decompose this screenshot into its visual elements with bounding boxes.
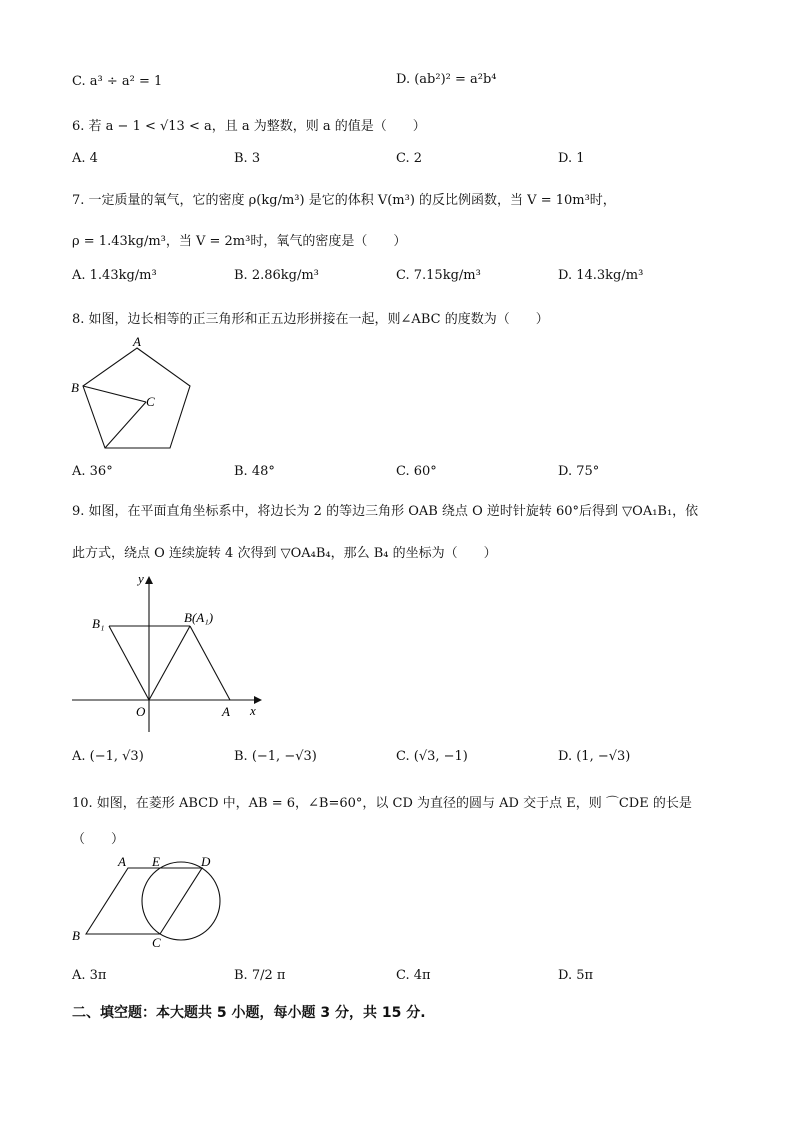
q10-label-c: C	[152, 935, 161, 950]
q5-option-d: D. (ab²)² = a²b⁴	[396, 72, 497, 87]
q10-label-a: A	[118, 854, 126, 869]
q10-label-d: D	[201, 854, 211, 869]
segment-b1-o	[109, 626, 149, 700]
q7-option-b: B. 2.86kg/m³	[234, 268, 319, 283]
q9-label-y: y	[138, 571, 144, 586]
q8-figure-pentagon-triangle	[68, 334, 198, 456]
q10-stem-line2: （ ）	[72, 832, 125, 847]
q8-label-a: A	[133, 334, 141, 349]
q7-option-d: D. 14.3kg/m³	[558, 268, 644, 283]
q6-option-b: B. 3	[234, 151, 261, 166]
q9-figure-coordinate-plane	[70, 566, 270, 736]
q9-option-b: B. (−1, −√3)	[234, 749, 317, 764]
y-axis-arrow-icon	[145, 576, 153, 584]
q10-option-d: D. 5π	[558, 968, 594, 983]
segment-b-a	[190, 626, 230, 700]
q9-label-a: A	[222, 704, 230, 719]
q6-option-c: C. 2	[396, 151, 423, 166]
q7-stem-line2: ρ = 1.43kg/m³，当 V = 2m³时，氧气的密度是（ ）	[72, 234, 407, 249]
q10-option-a: A. 3π	[72, 968, 107, 983]
q6-stem: 6. 若 a − 1 < √13 < a，且 a 为整数，则 a 的值是（ ）	[72, 119, 426, 134]
segment-c-corner	[105, 402, 146, 448]
rhombus-abcd	[86, 868, 202, 934]
q9-label-x: x	[250, 703, 256, 718]
q10-figure-rhombus-circle	[66, 850, 256, 950]
q9-label-b1: B₁	[92, 616, 105, 631]
q9-label-o: O	[136, 704, 146, 719]
segment-bc	[83, 386, 146, 402]
q6-option-a: A. 4	[72, 151, 98, 166]
q8-label-c: C	[146, 394, 155, 409]
section-heading-fill-in: 二、填空题：本大题共 5 小题，每小题 3 分，共 15 分.	[72, 1005, 426, 1021]
q9-stem-line1: 9. 如图，在平面直角坐标系中，将边长为 2 的等边三角形 OAB 绕点 O 逆时针旋转 60°后得到 ▽OA₁B₁，依	[72, 504, 699, 519]
q9-stem-line2: 此方式，绕点 O 连续旋转 4 次得到 ▽OA₄B₄，那么 B₄ 的坐标为（ ）	[72, 546, 497, 561]
q9-option-d: D. (1, −√3)	[558, 749, 631, 764]
segment-o-b	[149, 626, 190, 700]
q7-option-c: C. 7.15kg/m³	[396, 268, 481, 283]
q8-option-a: A. 36°	[72, 464, 113, 479]
q8-stem: 8. 如图，边长相等的正三角形和正五边形拼接在一起，则∠ABC 的度数为（ ）	[72, 312, 549, 327]
q10-label-e: E	[152, 854, 160, 869]
q10-option-c: C. 4π	[396, 968, 431, 983]
q10-label-b: B	[72, 928, 80, 943]
q6-option-d: D. 1	[558, 151, 585, 166]
q5-option-c: C. a³ ÷ a² = 1	[72, 74, 163, 89]
q9-option-a: A. (−1, √3)	[72, 749, 144, 764]
q8-option-b: B. 48°	[234, 464, 275, 479]
q7-stem-line1: 7. 一定质量的氧气，它的密度 ρ(kg/m³) 是它的体积 V(m³) 的反比例函数，当 V = 10m³时，	[72, 193, 616, 208]
q8-option-c: C. 60°	[396, 464, 437, 479]
q9-option-c: C. (√3, −1)	[396, 749, 468, 764]
q8-option-d: D. 75°	[558, 464, 600, 479]
q10-option-b: B. 7/2 π	[234, 968, 286, 983]
pentagon-shape	[83, 348, 190, 448]
q8-label-b: B	[71, 380, 79, 395]
q7-option-a: A. 1.43kg/m³	[72, 268, 157, 283]
q9-label-b-a1: B(A₁)	[184, 610, 214, 625]
q10-stem-line1: 10. 如图，在菱形 ABCD 中，AB = 6，∠B=60°，以 CD 为直径的圆与 AD 交于点 E，则 ⌒CDE 的长是	[72, 796, 692, 811]
